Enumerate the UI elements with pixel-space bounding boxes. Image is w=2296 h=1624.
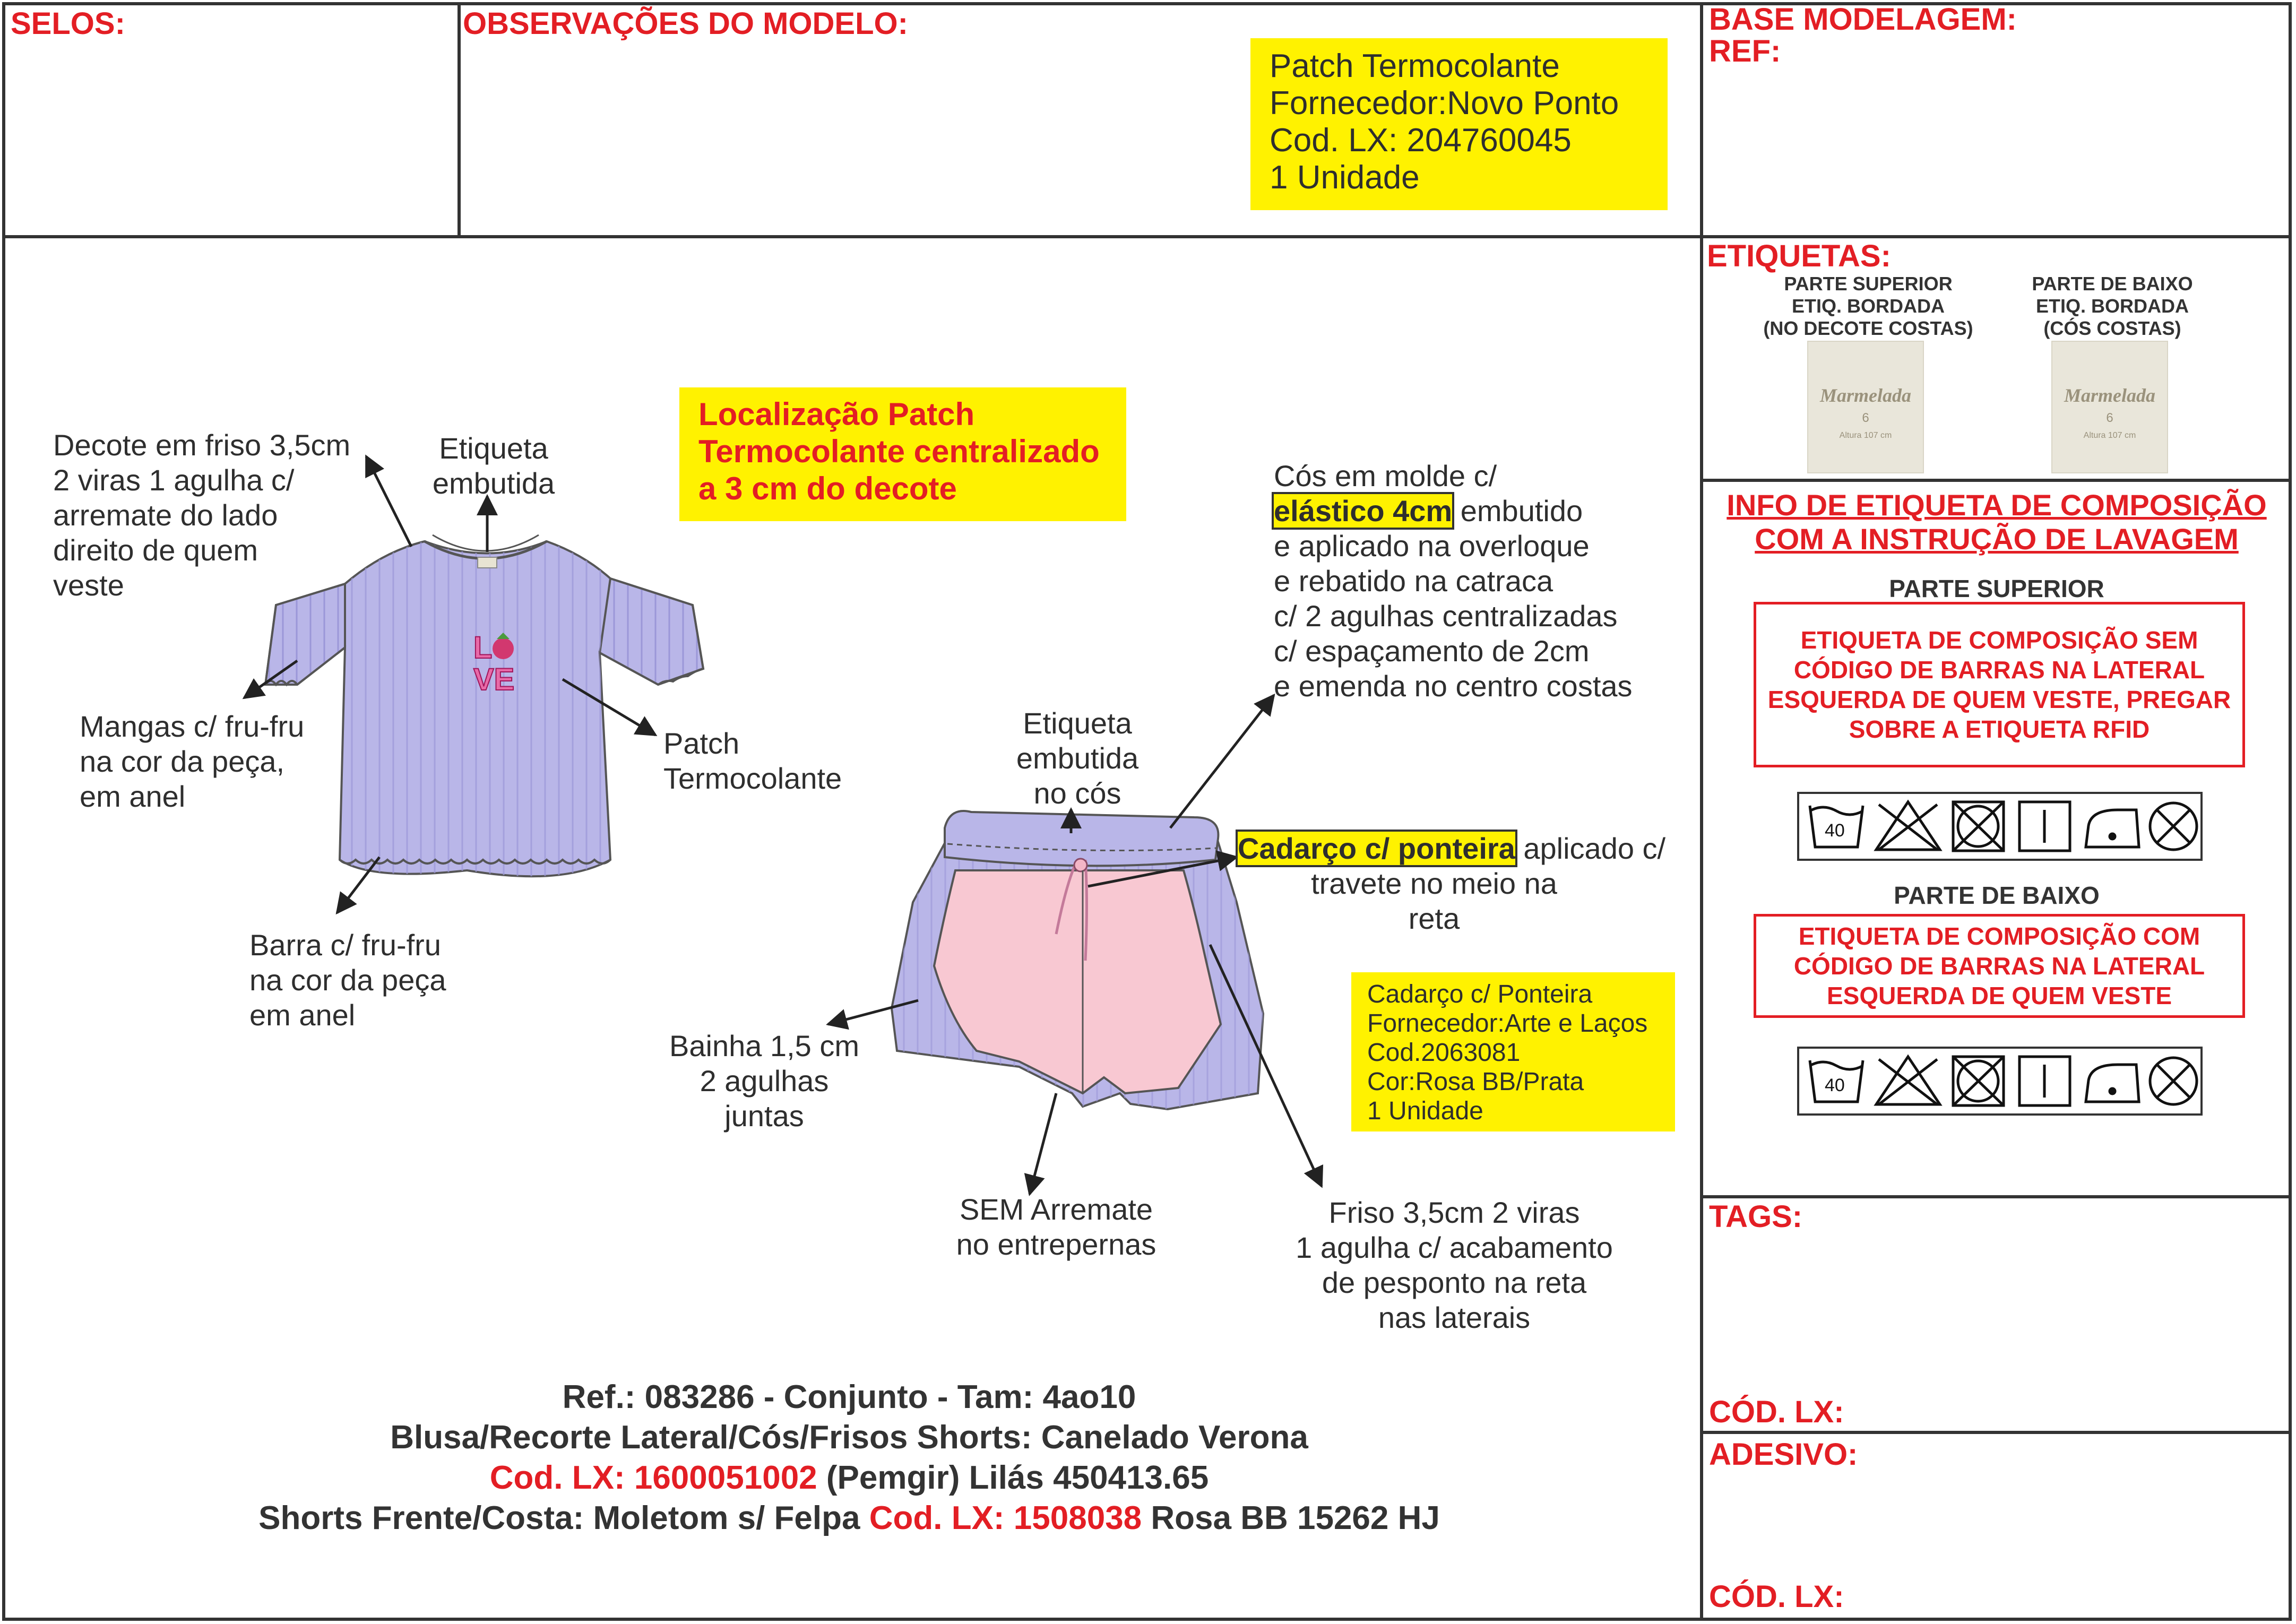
tags-title: TAGS: bbox=[1709, 1199, 1803, 1234]
svg-text:40: 40 bbox=[1825, 820, 1845, 841]
patch-note-line4: 1 Unidade bbox=[1270, 159, 1420, 196]
patch-location-line3: a 3 cm do decote bbox=[698, 471, 957, 506]
selos-label: SELOS: bbox=[11, 6, 125, 41]
ref-line4-a: Shorts Frente/Costa: Moletom s/ Felpa bbox=[258, 1500, 869, 1536]
annotation-bainha: Bainha 1,5 cm 2 agulhas juntas bbox=[669, 1029, 859, 1133]
etiqueta-superior-sample bbox=[1807, 341, 1924, 473]
baixo-care-symbols bbox=[1797, 1047, 2203, 1116]
patch-note-line1: Patch Termocolante bbox=[1270, 48, 1560, 84]
patch-letters-top: L bbox=[473, 630, 493, 665]
arrow-decote bbox=[366, 456, 411, 547]
adesivo-cod-lx: CÓD. LX: bbox=[1709, 1579, 1844, 1614]
divider-right-column bbox=[1700, 2, 1703, 1621]
divider-etiquetas bbox=[1702, 479, 2292, 482]
info-title-line1: INFO DE ETIQUETA DE COMPOSIÇÃO bbox=[1727, 488, 2267, 522]
cadarco-supplier-note bbox=[1351, 972, 1675, 1131]
superior-composition-box: ETIQUETA DE COMPOSIÇÃO SEM CÓDIGO DE BARRAS NA LATERAL ESQUERDA DE QUEM VESTE, PREGAR SOBRE A ETIQUETA RFID bbox=[1754, 602, 2245, 767]
cadarco-note-line3: Cod.2063081 bbox=[1367, 1039, 1521, 1067]
cadarco-note-line1: Cadarço c/ Ponteira bbox=[1367, 980, 1593, 1008]
annotation-mangas: Mangas c/ fru-fru na cor da peça, em anel bbox=[80, 710, 305, 813]
size-label: 6 bbox=[2106, 411, 2113, 425]
observacoes-label: OBSERVAÇÕES DO MODELO: bbox=[463, 6, 908, 41]
ref-line3-rest: (Pemgir) Lilás 450413.65 bbox=[817, 1459, 1209, 1496]
cos-highlight: elástico 4cm bbox=[1274, 494, 1453, 528]
brand-label: Marmelada bbox=[2064, 385, 2155, 406]
ref-line3-code: Cod. LX: 1600051002 bbox=[489, 1459, 817, 1496]
annotation-patch: Patch Termocolante bbox=[663, 727, 842, 795]
annotation-cos bbox=[1274, 459, 1633, 704]
cadarco-line1 bbox=[1238, 831, 1665, 866]
info-baixo-label: PARTE DE BAIXO bbox=[1894, 882, 2100, 909]
superior-care-symbols bbox=[1797, 792, 2203, 861]
cadarco-note-line2: Fornecedor:Arte e Laços bbox=[1367, 1009, 1648, 1038]
info-title-line2: COM A INSTRUÇÃO DE LAVAGEM bbox=[1755, 522, 2239, 556]
patch-location-line1: Localização Patch bbox=[698, 396, 975, 432]
etiqueta-baixo-header: PARTE DE BAIXO ETIQ. BORDADA (CÓS COSTAS) bbox=[2032, 273, 2193, 339]
annotation-barra: Barra c/ fru-fru na cor da peça em anel bbox=[249, 928, 446, 1032]
brand-label: Marmelada bbox=[1819, 385, 1911, 406]
care-icons-baixo bbox=[1799, 1049, 2200, 1113]
patch-letters-bottom: VE bbox=[473, 662, 515, 697]
annotation-friso: Friso 3,5cm 2 viras 1 agulha c/ acabamento de pesponto na reta nas laterais bbox=[1296, 1196, 1613, 1334]
iron-low-icon bbox=[2086, 1065, 2139, 1102]
tags-cod-lx: CÓD. LX: bbox=[1709, 1395, 1844, 1429]
cos-after: embutido bbox=[1452, 494, 1583, 528]
cadarco-highlight: Cadarço c/ ponteira bbox=[1238, 832, 1515, 865]
divider-adesivo bbox=[1702, 1431, 2292, 1434]
divider-tags bbox=[1702, 1195, 2292, 1198]
ref-line2: Blusa/Recorte Lateral/Cós/Frisos Shorts: Canelado Verona bbox=[390, 1419, 1308, 1456]
arrow-cos bbox=[1170, 695, 1274, 828]
patch-note-line2: Fornecedor:Novo Ponto bbox=[1270, 85, 1619, 122]
ref-line4-b: Rosa BB 15262 HJ bbox=[1142, 1500, 1440, 1536]
annotation-etiqueta-cos: Etiqueta embutida no cós bbox=[1016, 706, 1139, 810]
cos-line1: Cós em molde c/ bbox=[1274, 459, 1497, 493]
cadarco-after: aplicado c/ bbox=[1515, 832, 1666, 865]
annotation-etiqueta-top: Etiqueta embutida bbox=[432, 431, 555, 500]
adesivo-title: ADESIVO: bbox=[1709, 1437, 1858, 1472]
etiqueta-baixo-sample bbox=[2051, 341, 2168, 473]
height-label: Altura 107 cm bbox=[2083, 431, 2136, 440]
arrow-sem-arremate bbox=[1030, 1093, 1056, 1194]
cadarco-note-line4: Cor:Rosa BB/Prata bbox=[1367, 1068, 1584, 1096]
patch-location-line2: Termocolante centralizado bbox=[698, 434, 1100, 469]
baixo-composition-box: ETIQUETA DE COMPOSIÇÃO COM CÓDIGO DE BARRAS NA LATERAL ESQUERDA DE QUEM VESTE bbox=[1754, 914, 2245, 1018]
size-label: 6 bbox=[1862, 411, 1869, 425]
annotation-sem-arremate: SEM Arremate no entrepernas bbox=[956, 1193, 1156, 1261]
info-title bbox=[1702, 488, 2292, 556]
cadarco-note-line5: 1 Unidade bbox=[1367, 1097, 1483, 1125]
ref-line1: Ref.: 083286 - Conjunto - Tam: 4ao10 bbox=[562, 1379, 1136, 1415]
base-modelagem-label: BASE MODELAGEM: bbox=[1709, 2, 2017, 37]
svg-text:40: 40 bbox=[1825, 1075, 1845, 1095]
shorts-drawing bbox=[892, 811, 1263, 1109]
patch-note-line3: Cod. LX: 204760045 bbox=[1270, 122, 1572, 159]
cadarco-rest: travete no meio na reta bbox=[1311, 867, 1557, 935]
annotation-decote: Decote em friso 3,5cm 2 viras 1 agulha c/ arremate do lado direito de quem veste bbox=[53, 428, 351, 602]
ref-line4 bbox=[0, 1499, 1698, 1538]
ref-label: REF: bbox=[1709, 34, 1781, 68]
iron-low-icon bbox=[2086, 810, 2139, 847]
ref-line4-code: Cod. LX: 1508038 bbox=[869, 1500, 1142, 1536]
etiqueta-superior-header: PARTE SUPERIOR ETIQ. BORDADA (NO DECOTE COSTAS) bbox=[1763, 273, 1973, 339]
info-superior-label: PARTE SUPERIOR bbox=[1889, 575, 2104, 602]
cos-line2 bbox=[1274, 494, 1633, 529]
height-label: Altura 107 cm bbox=[1839, 431, 1892, 440]
cos-rest: e aplicado na overloque e rebatido na catraca c/ 2 agulhas centralizadas c/ espaçamento de 2cm e emenda no centro costas bbox=[1274, 529, 1633, 703]
etiquetas-title: ETIQUETAS: bbox=[1707, 239, 1891, 273]
annotation-cadarco bbox=[1238, 831, 1665, 936]
care-icons-superior bbox=[1799, 794, 2200, 859]
ref-line3 bbox=[0, 1458, 1698, 1498]
